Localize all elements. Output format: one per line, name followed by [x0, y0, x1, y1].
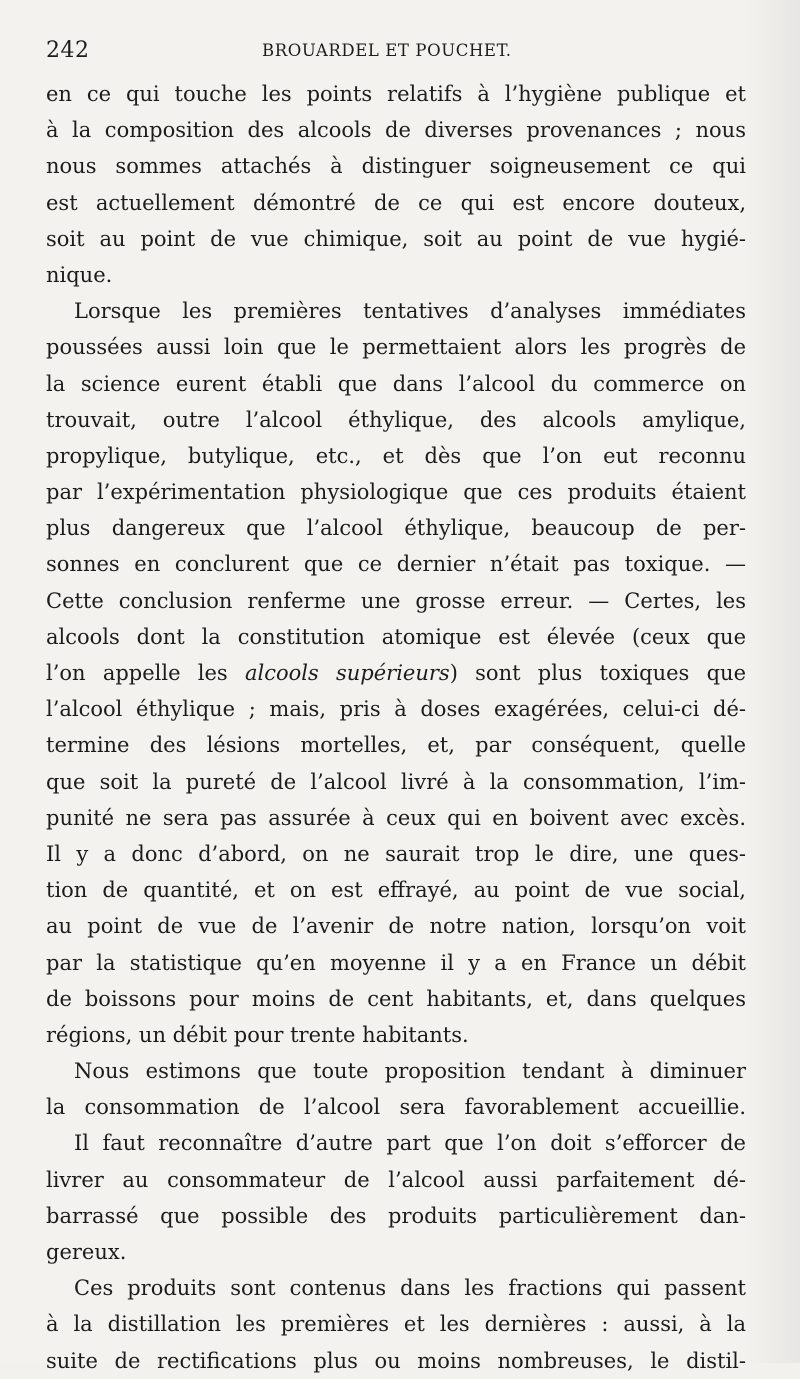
text-line: est actuellement démontré de ce qui est encore douteux,	[46, 190, 746, 215]
text-line: barrassé que possible des produits particulièrement dan-	[46, 1203, 746, 1228]
text-line: Cette conclusion renferme une grosse erreur. — Certes, les	[46, 588, 746, 613]
text-line: livrer au consommateur de l’alcool aussi parfaitement dé-	[46, 1167, 746, 1192]
text-line: punité ne sera pas assurée à ceux qui en boivent avec excès.	[46, 805, 746, 830]
text-line: Ces produits sont contenus dans les fractions qui passent	[74, 1276, 746, 1301]
text-line: poussées aussi loin que le permettaient alors les progrès de	[46, 335, 746, 360]
text-line: régions, un débit pour trente habitants.	[46, 1022, 469, 1047]
text-line: gereux.	[46, 1240, 127, 1264]
text-line: Il y a donc d’abord, on ne saurait trop le dire, une ques-	[46, 841, 746, 866]
text-line: propylique, butylique, etc., et dès que l’on eut reconnu	[46, 443, 746, 468]
text-line: par l’expérimentation physiologique que ces produits étaient	[46, 480, 746, 505]
text-line: Lorsque les premières tentatives d’analyses immédiates	[74, 299, 746, 324]
text-line: la consommation de l’alcool sera favorablement accueillie.	[46, 1095, 746, 1120]
text-line: nique.	[46, 262, 113, 287]
text-line: tion de quantité, et on est effrayé, au point de vue social,	[46, 878, 746, 903]
text-line: suite de rectifications plus ou moins nombreuses, le distil-	[46, 1348, 746, 1373]
text-line: au point de vue de l’avenir de notre nation, lorsqu’on voit	[46, 914, 746, 939]
text-line: l’alcool éthylique ; mais, pris à doses exagérées, celui-ci dé-	[46, 697, 746, 722]
text-line: à la composition des alcools de diverses provenances ; nous	[46, 118, 746, 143]
text-line: sonnes en conclurent que ce dernier n’était pas toxique. —	[46, 552, 746, 577]
running-head: BROUARDEL ET POUCHET.	[262, 41, 512, 60]
text-line: que soit la pureté de l’alcool livré à la consommation, l’im-	[46, 769, 746, 794]
text-segment: l’on appelle les	[46, 661, 245, 685]
text-line: soit au point de vue chimique, soit au point de vue hygié-	[46, 226, 746, 251]
text-line: nous sommes attachés à distinguer soigneusement ce qui	[46, 154, 746, 179]
text-line	[46, 655, 746, 691]
page-number: 242	[46, 38, 90, 63]
text-line: de boissons pour moins de cent habitants, et, dans quelques	[46, 986, 746, 1011]
text-line: par la statistique qu’en moyenne il y a en France un débit	[46, 950, 746, 975]
text-line: plus dangereux que l’alcool éthylique, beaucoup de per-	[46, 516, 746, 541]
text-line: alcools dont la constitution atomique est élevée (ceux que	[46, 624, 746, 649]
text-segment: ) sont plus toxiques que	[449, 661, 746, 685]
body-text	[46, 76, 746, 1379]
text-line: trouvait, outre l’alcool éthylique, des alcools amylique,	[46, 407, 746, 432]
text-line: à la distillation les premières et les dernières : aussi, à la	[46, 1312, 746, 1337]
text-line: Il faut reconnaître d’autre part que l’on doit s’efforcer de	[74, 1131, 746, 1156]
page-header	[46, 38, 746, 68]
text-line: en ce qui touche les points relatifs à l’hygiène publique et	[46, 82, 746, 106]
text-line: la science eurent établi que dans l’alcool du commerce on	[46, 371, 746, 396]
italic-term: alcools supérieurs	[244, 661, 450, 685]
text-line: termine des lésions mortelles, et, par conséquent, quelle	[46, 733, 746, 758]
text-line: Nous estimons que toute proposition tendant à diminuer	[74, 1059, 746, 1084]
